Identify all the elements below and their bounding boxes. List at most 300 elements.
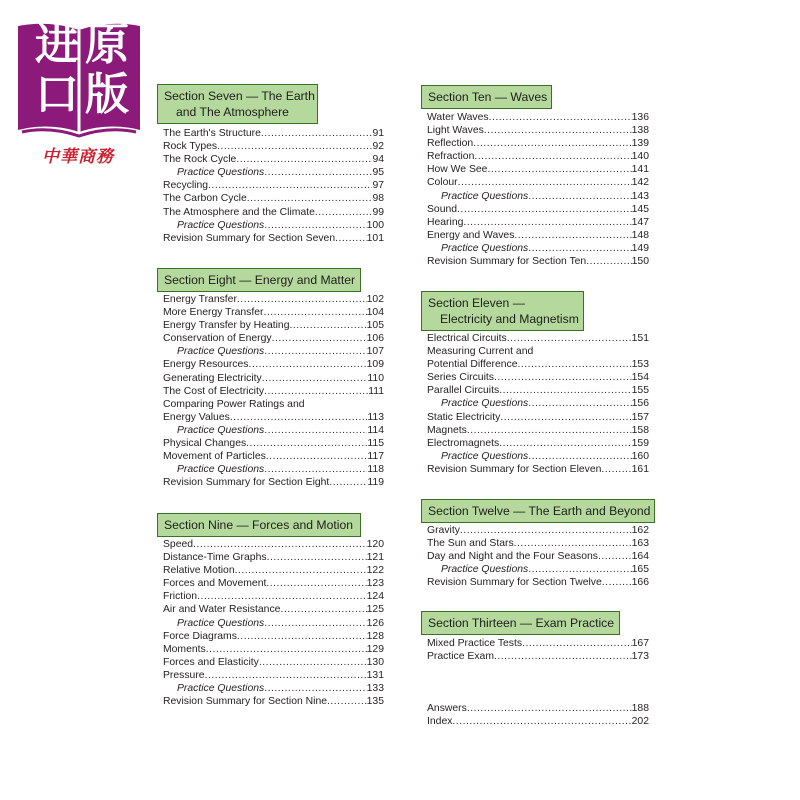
toc-entry-page: 126 bbox=[366, 617, 384, 629]
toc-leader-dots bbox=[463, 216, 631, 229]
toc-entry bbox=[163, 682, 384, 695]
toc-entry bbox=[163, 463, 384, 476]
toc-leader-dots bbox=[289, 319, 366, 332]
toc-entry bbox=[427, 358, 649, 371]
toc-leader-dots bbox=[264, 682, 366, 695]
toc-leader-dots bbox=[264, 424, 367, 437]
toc-leader-dots bbox=[601, 463, 631, 476]
toc-entry-page: 155 bbox=[631, 385, 649, 397]
toc-entry-title: Energy Resources bbox=[163, 359, 249, 371]
toc-entry-title: Water Waves bbox=[427, 112, 489, 123]
toc-leader-dots bbox=[208, 179, 372, 192]
logo bbox=[14, 10, 144, 170]
toc-entry bbox=[163, 385, 384, 398]
toc-entry bbox=[163, 179, 384, 192]
toc-entry-page: 150 bbox=[631, 256, 649, 268]
toc-entry-page: 140 bbox=[631, 151, 649, 163]
toc-entry-page: 109 bbox=[366, 359, 384, 371]
toc-leader-dots bbox=[217, 140, 372, 153]
toc-entry-page: 130 bbox=[366, 656, 384, 668]
section-title: Section Ten — Waves bbox=[428, 90, 548, 104]
toc-entry-title: The Cost of Electricity bbox=[163, 385, 265, 397]
toc-entry-page: 153 bbox=[631, 359, 649, 371]
toc-leader-dots bbox=[514, 229, 631, 242]
toc-list bbox=[427, 111, 649, 268]
toc-entry-page: 91 bbox=[372, 128, 384, 139]
toc-entry-page: 158 bbox=[631, 424, 649, 436]
toc-entry-page: 202 bbox=[631, 716, 649, 728]
toc-entry bbox=[427, 111, 649, 124]
section-title-line2: and The Atmosphere bbox=[176, 105, 289, 119]
toc-entry-page: 104 bbox=[366, 307, 384, 319]
toc-leader-dots bbox=[264, 219, 366, 232]
toc-entry-title: Revision Summary for Section Twelve bbox=[427, 577, 602, 589]
toc-leader-dots bbox=[484, 124, 632, 137]
toc-entry-page: 113 bbox=[367, 411, 384, 423]
toc-entry-title: Revision Summary for Section Seven bbox=[163, 232, 336, 244]
toc-entry bbox=[163, 372, 384, 385]
toc-entry bbox=[427, 150, 649, 163]
toc-list bbox=[163, 127, 384, 245]
toc-leader-dots bbox=[507, 332, 632, 345]
toc-entry-title: Pressure bbox=[163, 669, 205, 681]
toc-entry-title: Comparing Power Ratings and bbox=[163, 398, 305, 410]
toc-leader-dots bbox=[499, 437, 631, 450]
toc-entry-title: Index bbox=[427, 716, 453, 728]
section-title: Section Eight — Energy and Matter bbox=[164, 273, 356, 287]
toc-entry-page: 129 bbox=[366, 643, 384, 655]
toc-entry bbox=[163, 476, 384, 489]
toc-entry-page: 117 bbox=[367, 451, 384, 463]
toc-entry bbox=[163, 424, 384, 437]
logo-char: 进 bbox=[35, 19, 79, 70]
toc-entry-title: Distance-Time Graphs bbox=[163, 552, 267, 564]
toc-entry-title: Practice Exam bbox=[427, 651, 494, 663]
logo-tagline: 中華商務 bbox=[42, 147, 114, 167]
toc-entry bbox=[163, 669, 384, 682]
toc-entry bbox=[163, 358, 384, 371]
toc-entry-title: Relative Motion bbox=[163, 565, 235, 577]
toc-entry-page: 156 bbox=[631, 398, 649, 410]
toc-entry-page: 145 bbox=[631, 203, 649, 215]
toc-entry bbox=[163, 656, 384, 669]
toc-entry-title: Colour bbox=[427, 177, 458, 189]
toc-entry-title: Energy Values bbox=[163, 411, 230, 423]
toc-leader-dots bbox=[262, 372, 368, 385]
toc-entry bbox=[427, 715, 649, 728]
toc-entry bbox=[163, 551, 384, 564]
toc-entry-title: Measuring Current and bbox=[427, 346, 534, 358]
toc-entry-page: 115 bbox=[367, 438, 384, 450]
toc-entry bbox=[427, 463, 649, 476]
toc-entry bbox=[163, 538, 384, 551]
toc-entry-page: 136 bbox=[631, 112, 649, 123]
toc-leader-dots bbox=[467, 702, 632, 715]
toc-leader-dots bbox=[487, 163, 631, 176]
toc-entry-page: 128 bbox=[366, 630, 384, 642]
toc-entry bbox=[163, 127, 384, 140]
toc-list bbox=[427, 637, 649, 663]
toc-leader-dots bbox=[586, 255, 631, 268]
toc-leader-dots bbox=[329, 476, 367, 489]
toc-entry-page: 92 bbox=[372, 141, 384, 153]
toc-entry-title: Light Waves bbox=[427, 125, 484, 137]
toc-entry-page: 173 bbox=[631, 651, 649, 663]
toc-entry bbox=[163, 319, 384, 332]
toc-leader-dots bbox=[259, 656, 367, 669]
toc-entry-page: 165 bbox=[631, 564, 649, 576]
toc-entry-title: Revision Summary for Section Eleven bbox=[427, 463, 602, 475]
toc-leader-dots bbox=[248, 358, 366, 371]
logo-char: 版 bbox=[85, 69, 129, 120]
toc-list bbox=[163, 538, 384, 708]
toc-entry bbox=[163, 140, 384, 153]
toc-entry bbox=[427, 637, 649, 650]
toc-entry-title: Practice Questions bbox=[441, 242, 529, 254]
toc-entry bbox=[163, 153, 384, 166]
toc-entry bbox=[427, 190, 649, 203]
toc-entry-title: Potential Difference bbox=[427, 359, 518, 371]
toc-leader-dots bbox=[335, 232, 367, 245]
toc-entry bbox=[427, 424, 649, 437]
toc-leader-dots bbox=[272, 332, 367, 345]
toc-entry-page: 141 bbox=[631, 164, 649, 176]
toc-entry-page: 123 bbox=[366, 578, 384, 590]
section-title: Section Nine — Forces and Motion bbox=[164, 518, 353, 532]
toc-leader-dots bbox=[206, 643, 367, 656]
toc-entry-title: Day and Night and the Four Seasons bbox=[427, 551, 598, 563]
toc-leader-dots bbox=[264, 166, 372, 179]
toc-leader-dots bbox=[528, 397, 631, 410]
toc-leader-dots bbox=[602, 576, 632, 589]
toc-entry bbox=[427, 576, 649, 589]
toc-entry-title: Practice Questions bbox=[177, 424, 265, 436]
toc-leader-dots bbox=[522, 637, 632, 650]
toc-entry-page: 159 bbox=[631, 437, 649, 449]
toc-entry-page: 99 bbox=[372, 206, 384, 218]
toc-entry-page: 148 bbox=[631, 229, 649, 241]
toc-entry bbox=[427, 411, 649, 424]
toc-entry-title: Electromagnets bbox=[427, 437, 500, 449]
toc-entry bbox=[427, 437, 649, 450]
toc-entry bbox=[163, 206, 384, 219]
toc-entry bbox=[427, 563, 649, 576]
toc-leader-dots bbox=[237, 630, 367, 643]
section-thirteen-header bbox=[421, 611, 620, 635]
toc-entry bbox=[163, 306, 384, 319]
toc-leader-dots bbox=[230, 411, 368, 424]
toc-entry-page: 162 bbox=[631, 525, 649, 536]
toc-entry-title: Practice Questions bbox=[441, 190, 529, 202]
toc-leader-dots bbox=[315, 206, 373, 219]
toc-leader-dots bbox=[528, 242, 631, 255]
toc-entry bbox=[427, 124, 649, 137]
toc-entry-title: Practice Questions bbox=[177, 617, 265, 629]
toc-entry bbox=[427, 176, 649, 189]
toc-entry-page: 154 bbox=[631, 372, 649, 384]
toc-entry-title: Movement of Particles bbox=[163, 451, 266, 463]
toc-entry bbox=[163, 450, 384, 463]
toc-entry bbox=[427, 345, 649, 358]
toc-leader-dots bbox=[193, 538, 367, 551]
toc-entry-page: 138 bbox=[631, 125, 649, 137]
toc-entry bbox=[427, 137, 649, 150]
toc-entry-title: Friction bbox=[163, 591, 198, 603]
toc-entry-title: Mixed Practice Tests bbox=[427, 638, 523, 649]
toc-entry-title: The Earth's Structure bbox=[163, 128, 261, 139]
toc-entry bbox=[163, 695, 384, 708]
toc-entry bbox=[427, 163, 649, 176]
toc-leader-dots bbox=[528, 563, 631, 576]
toc-entry-title: Reflection bbox=[427, 138, 474, 150]
section-twelve-header bbox=[421, 499, 655, 523]
toc-entry-page: 133 bbox=[366, 683, 384, 695]
toc-entry-title: Magnets bbox=[427, 424, 467, 436]
toc-entry-page: 110 bbox=[367, 372, 384, 384]
toc-entry-page: 125 bbox=[366, 604, 384, 616]
toc-entry-page: 149 bbox=[631, 242, 649, 254]
toc-entry-title: Air and Water Resistance bbox=[163, 604, 281, 616]
toc-list bbox=[163, 293, 384, 489]
toc-entry-page: 131 bbox=[366, 669, 384, 681]
toc-entry bbox=[427, 242, 649, 255]
toc-entry-title: Revision Summary for Section Ten bbox=[427, 256, 587, 268]
toc-entry-page: 94 bbox=[372, 154, 384, 166]
toc-entry bbox=[427, 255, 649, 268]
toc-entry-page: 119 bbox=[367, 477, 384, 489]
toc-entry bbox=[163, 398, 384, 411]
toc-leader-dots bbox=[452, 715, 631, 728]
toc-leader-dots bbox=[528, 450, 631, 463]
toc-entry bbox=[163, 603, 384, 616]
toc-entry-title: Energy and Waves bbox=[427, 229, 515, 241]
toc-entry-page: 161 bbox=[631, 463, 649, 475]
toc-entry-page: 139 bbox=[631, 138, 649, 150]
logo-char: 原 bbox=[85, 19, 129, 70]
toc-entry-title: Static Electricity bbox=[427, 411, 501, 423]
toc-entry bbox=[163, 232, 384, 245]
toc-leader-dots bbox=[246, 437, 367, 450]
toc-entry-title: Moments bbox=[163, 643, 206, 655]
toc-leader-dots bbox=[528, 190, 631, 203]
toc-entry bbox=[427, 371, 649, 384]
toc-entry bbox=[163, 192, 384, 205]
toc-leader-dots bbox=[261, 127, 373, 140]
toc-entry bbox=[163, 293, 384, 306]
toc-entry bbox=[163, 411, 384, 424]
logo-characters bbox=[32, 20, 132, 120]
toc-entry bbox=[163, 630, 384, 643]
toc-entry-title: Energy Transfer by Heating bbox=[163, 320, 290, 332]
toc-entry-title: Speed bbox=[163, 539, 194, 550]
toc-leader-dots bbox=[473, 137, 631, 150]
toc-leader-dots bbox=[474, 150, 631, 163]
toc-entry bbox=[427, 229, 649, 242]
toc-entry-title: Practice Questions bbox=[441, 564, 529, 576]
toc-entry-title: The Sun and Stars bbox=[427, 538, 514, 550]
toc-entry bbox=[163, 166, 384, 179]
toc-entry-title: Practice Questions bbox=[177, 167, 265, 179]
toc-entry-page: 111 bbox=[368, 385, 384, 397]
toc-entry-page: 151 bbox=[631, 333, 649, 344]
toc-entry bbox=[427, 332, 649, 345]
toc-entry-page: 102 bbox=[366, 294, 384, 305]
toc-leader-dots bbox=[494, 650, 632, 663]
toc-entry-page: 100 bbox=[366, 219, 384, 231]
toc-entry-page: 97 bbox=[372, 180, 384, 192]
toc-leader-dots bbox=[237, 293, 367, 306]
toc-entry-title: Energy Transfer bbox=[163, 294, 237, 305]
section-title: Section Twelve — The Earth and Beyond bbox=[428, 504, 651, 518]
toc-leader-dots bbox=[327, 695, 367, 708]
toc-leader-dots bbox=[267, 551, 367, 564]
toc-entry bbox=[163, 643, 384, 656]
toc-leader-dots bbox=[266, 577, 366, 590]
toc-entry-title: Hearing bbox=[427, 216, 464, 228]
section-seven-header bbox=[157, 84, 318, 124]
toc-entry bbox=[163, 332, 384, 345]
toc-entry-title: Revision Summary for Section Nine bbox=[163, 696, 328, 708]
toc-entry-page: 124 bbox=[366, 591, 384, 603]
toc-entry bbox=[163, 437, 384, 450]
toc-list bbox=[427, 524, 649, 589]
section-eight-header bbox=[157, 268, 361, 292]
toc-entry-page: 166 bbox=[631, 577, 649, 589]
toc-entry bbox=[427, 702, 649, 715]
toc-entry-title: Rock Types bbox=[163, 141, 218, 153]
toc-leader-dots bbox=[247, 192, 373, 205]
toc-leader-dots bbox=[205, 669, 367, 682]
toc-entry-page: 147 bbox=[631, 216, 649, 228]
toc-entry-title: Series Circuits bbox=[427, 372, 494, 384]
toc-entry-title: Electrical Circuits bbox=[427, 333, 507, 344]
toc-entry-title: Parallel Circuits bbox=[427, 385, 500, 397]
toc-entry-title: Refraction bbox=[427, 151, 475, 163]
toc-leader-dots bbox=[264, 345, 366, 358]
toc-leader-dots bbox=[458, 176, 632, 189]
toc-entry-title: The Carbon Cycle bbox=[163, 193, 247, 205]
toc-entry-page: 135 bbox=[366, 696, 384, 708]
toc-entry-title: Answers bbox=[427, 703, 467, 714]
toc-entry bbox=[163, 219, 384, 232]
section-title-line2: Electricity and Magnetism bbox=[440, 312, 579, 326]
toc-entry bbox=[427, 397, 649, 410]
toc-leader-dots bbox=[263, 306, 366, 319]
section-nine-header bbox=[157, 513, 361, 537]
section-title: Section Thirteen — Exam Practice bbox=[428, 616, 615, 630]
toc-leader-dots bbox=[467, 424, 632, 437]
toc-entry bbox=[163, 590, 384, 603]
toc-leader-dots bbox=[514, 537, 632, 550]
toc-leader-dots bbox=[235, 564, 367, 577]
toc-leader-dots bbox=[197, 590, 367, 603]
toc-entry-title: How We See bbox=[427, 164, 488, 176]
toc-entry-page: 143 bbox=[631, 190, 649, 202]
toc-entry bbox=[427, 216, 649, 229]
section-ten-header bbox=[421, 85, 552, 109]
toc-entry-page: 101 bbox=[366, 232, 384, 244]
toc-entry-page: 142 bbox=[631, 177, 649, 189]
section-title: Section Seven — The Earth bbox=[164, 89, 315, 103]
section-eleven-header bbox=[421, 291, 584, 331]
toc-entry-title: Practice Questions bbox=[177, 346, 265, 358]
toc-entry bbox=[427, 650, 649, 663]
toc-entry-page: 120 bbox=[366, 539, 384, 550]
toc-entry-title: Revision Summary for Section Eight bbox=[163, 477, 330, 489]
toc-entry bbox=[427, 537, 649, 550]
toc-entry-title: More Energy Transfer bbox=[163, 307, 264, 319]
toc-entry-page: 164 bbox=[631, 551, 649, 563]
toc-entry bbox=[427, 524, 649, 537]
toc-entry-page: 106 bbox=[366, 333, 384, 345]
toc-entry-title: Generating Electricity bbox=[163, 372, 262, 384]
toc-entry-title: Forces and Elasticity bbox=[163, 656, 259, 668]
toc-entry-page: 163 bbox=[631, 538, 649, 550]
toc-entry-page: 160 bbox=[631, 450, 649, 462]
toc-entry-title: Recycling bbox=[163, 180, 209, 192]
toc-entry-page: 167 bbox=[631, 638, 649, 649]
toc-entry-page: 122 bbox=[366, 565, 384, 577]
toc-entry-page: 95 bbox=[372, 167, 384, 179]
toc-entry-page: 98 bbox=[372, 193, 384, 205]
toc-entry-page: 105 bbox=[366, 320, 384, 332]
toc-entry bbox=[427, 550, 649, 563]
toc-leader-dots bbox=[236, 153, 372, 166]
toc-entry-title: Practice Questions bbox=[441, 398, 529, 410]
toc-entry bbox=[427, 384, 649, 397]
toc-leader-dots bbox=[264, 385, 368, 398]
toc-leader-dots bbox=[266, 450, 368, 463]
toc-entry-page: 118 bbox=[367, 464, 384, 476]
section-title: Section Eleven — bbox=[428, 296, 525, 310]
toc-leader-dots bbox=[598, 550, 632, 563]
toc-entry bbox=[163, 577, 384, 590]
toc-leader-dots bbox=[264, 463, 367, 476]
toc-entry bbox=[163, 345, 384, 358]
toc-entry-title: Gravity bbox=[427, 525, 460, 536]
toc-entry-title: Physical Changes bbox=[163, 438, 247, 450]
toc-leader-dots bbox=[489, 111, 632, 124]
logo-char: 口 bbox=[35, 69, 79, 120]
toc-entry-title: The Rock Cycle bbox=[163, 154, 237, 166]
toc-list bbox=[427, 702, 649, 728]
toc-leader-dots bbox=[500, 411, 631, 424]
toc-leader-dots bbox=[518, 358, 632, 371]
toc-entry bbox=[163, 564, 384, 577]
toc-entry bbox=[427, 203, 649, 216]
toc-entry bbox=[163, 617, 384, 630]
toc-entry-page: 107 bbox=[366, 346, 384, 358]
toc-entry-page: 121 bbox=[366, 552, 384, 564]
toc-entry-page: 188 bbox=[631, 703, 649, 714]
toc-entry-title: The Atmosphere and the Climate bbox=[163, 206, 315, 218]
toc-entry-title: Forces and Movement bbox=[163, 578, 267, 590]
toc-entry-title: Practice Questions bbox=[177, 683, 265, 695]
toc-entry-title: Conservation of Energy bbox=[163, 333, 272, 345]
toc-entry-page: 114 bbox=[367, 424, 384, 436]
toc-leader-dots bbox=[460, 524, 632, 537]
toc-entry-title: Force Diagrams bbox=[163, 630, 237, 642]
toc-leader-dots bbox=[264, 617, 366, 630]
toc-entry-title: Practice Questions bbox=[177, 219, 265, 231]
toc-leader-dots bbox=[499, 384, 631, 397]
toc-entry bbox=[427, 450, 649, 463]
toc-entry-title: Sound bbox=[427, 203, 458, 215]
toc-leader-dots bbox=[494, 371, 632, 384]
toc-entry-page: 157 bbox=[631, 411, 649, 423]
toc-entry-title: Practice Questions bbox=[441, 450, 529, 462]
toc-leader-dots bbox=[280, 603, 366, 616]
